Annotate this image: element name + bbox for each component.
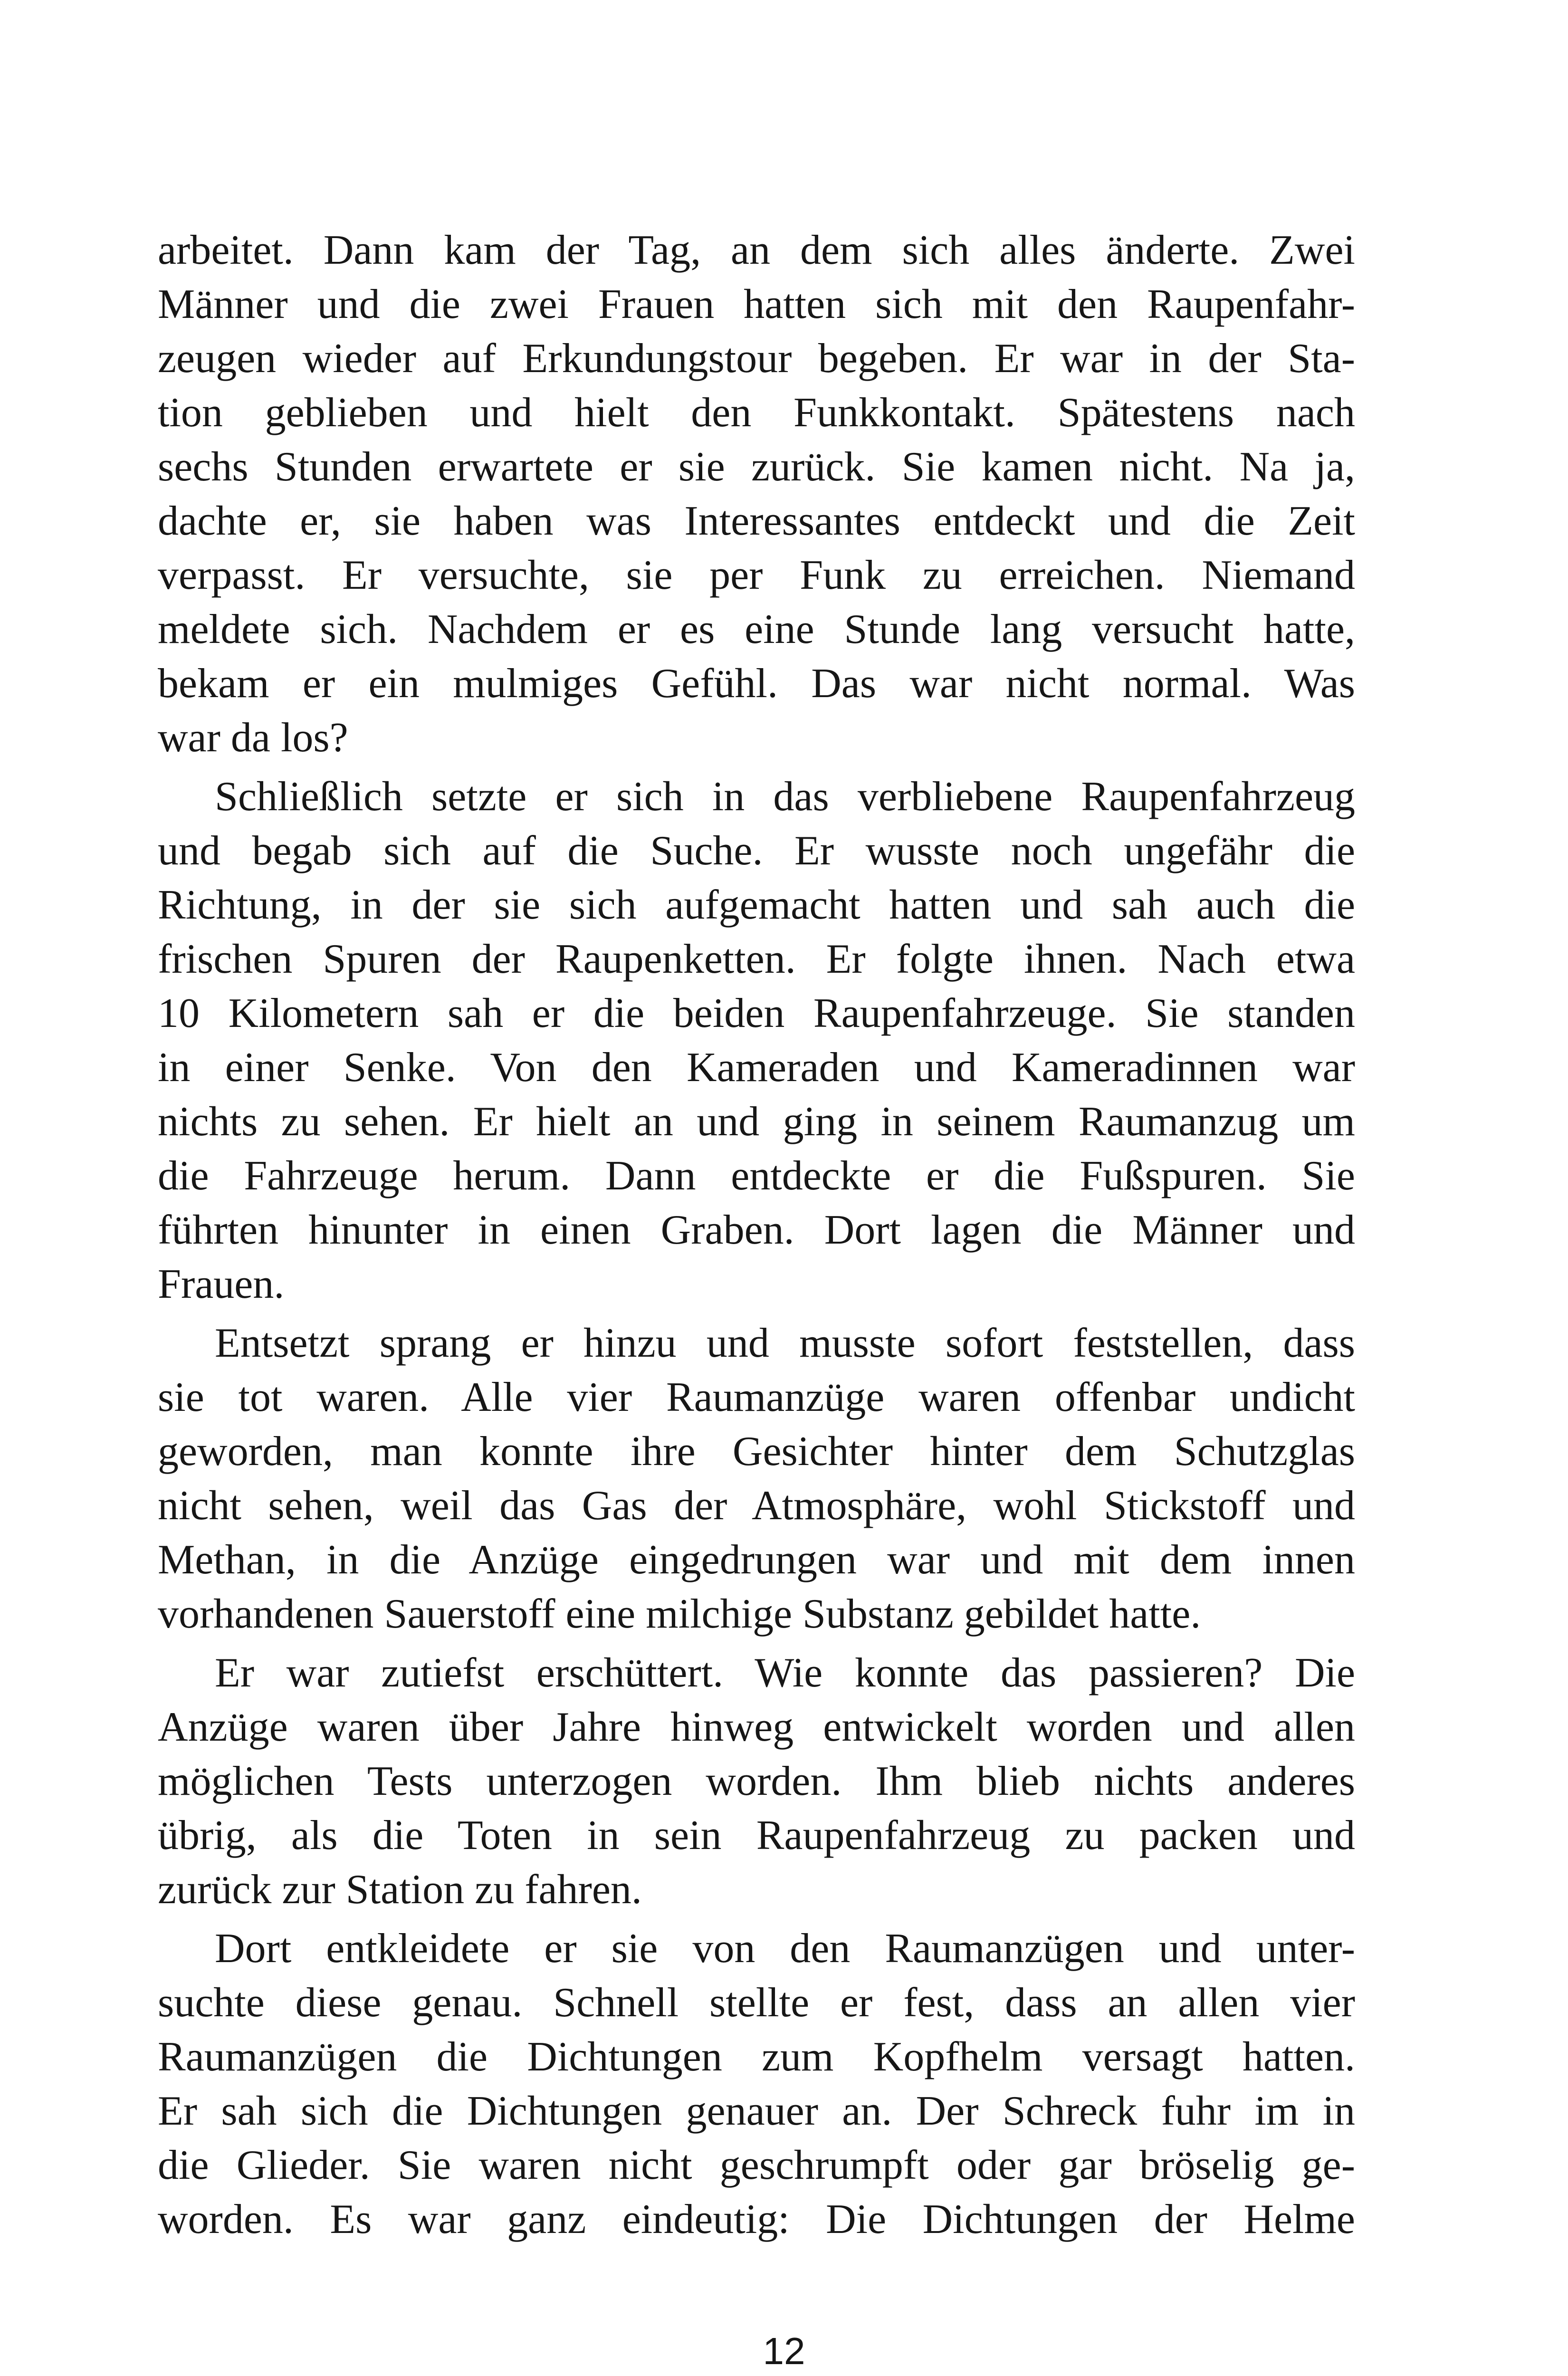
text-line: geworden, man konnte ihre Gesichter hinter dem Schutzglas xyxy=(158,1428,1355,1475)
text-line: Er war zutiefst erschüttert. Wie konnte das passieren? Die xyxy=(215,1650,1355,1696)
text-line: zurück zur Station zu fahren. xyxy=(158,1867,642,1913)
text-line: Entsetzt sprang er hinzu und musste sofort feststellen, dass xyxy=(215,1320,1355,1366)
text-line: Er sah sich die Dichtungen genauer an. Der Schreck fuhr im in xyxy=(158,2088,1355,2134)
text-line: Schließlich setzte er sich in das verbliebene Raupenfahrzeug xyxy=(215,774,1355,820)
text-line: 10 Kilometern sah er die beiden Raupenfahrzeuge. Sie standen xyxy=(158,990,1355,1036)
text-line: Raumanzügen die Dichtungen zum Kopfhelm versagt hatten. xyxy=(158,2034,1355,2080)
text-line: Dort entkleidete er sie von den Raumanzügen und unter- xyxy=(215,1926,1355,1972)
text-line: suchte diese genau. Schnell stellte er fest, dass an allen vier xyxy=(158,1980,1355,2026)
text-line: war da los? xyxy=(158,715,348,761)
text-line: Männer und die zwei Frauen hatten sich mit den Raupenfahr- xyxy=(158,281,1355,327)
text-line: tion geblieben und hielt den Funkkontakt. Spätestens nach xyxy=(158,390,1355,436)
text-line: in einer Senke. Von den Kameraden und Kameradinnen war xyxy=(158,1044,1355,1091)
paragraph xyxy=(158,223,1355,765)
text-line: worden. Es war ganz eindeutig: Die Dichtungen der Helme xyxy=(158,2196,1355,2242)
text-line: Anzüge waren über Jahre hinweg entwickelt worden und allen xyxy=(158,1704,1355,1750)
body-text xyxy=(158,223,1355,2247)
text-line: die Fahrzeuge herum. Dann entdeckte er die Fußspuren. Sie xyxy=(158,1153,1355,1199)
text-line: vorhandenen Sauerstoff eine milchige Substanz gebildet hatte. xyxy=(158,1591,1201,1637)
paragraph xyxy=(158,1646,1355,1917)
text-line: frischen Spuren der Raupenketten. Er folgte ihnen. Nach etwa xyxy=(158,936,1355,982)
text-line: arbeitet. Dann kam der Tag, an dem sich alles änderte. Zwei xyxy=(158,227,1355,273)
text-line: bekam er ein mulmiges Gefühl. Das war nicht normal. Was xyxy=(158,661,1355,707)
paragraph xyxy=(158,1316,1355,1641)
text-line: Richtung, in der sie sich aufgemacht hatten und sah auch die xyxy=(158,882,1355,928)
text-line: führten hinunter in einen Graben. Dort lagen die Männer und xyxy=(158,1207,1355,1253)
text-line: dachte er, sie haben was Interessantes entdeckt und die Zeit xyxy=(158,498,1355,544)
text-line: die Glieder. Sie waren nicht geschrumpft oder gar bröselig ge- xyxy=(158,2142,1355,2188)
paragraph xyxy=(158,770,1355,1312)
text-line: Frauen. xyxy=(158,1261,285,1307)
text-line: nicht sehen, weil das Gas der Atmosphäre, wohl Stickstoff und xyxy=(158,1483,1355,1529)
text-line: verpasst. Er versuchte, sie per Funk zu erreichen. Niemand xyxy=(158,552,1355,598)
text-line: übrig, als die Toten in sein Raupenfahrzeug zu packen und xyxy=(158,1812,1355,1859)
text-line: sie tot waren. Alle vier Raumanzüge waren offenbar undicht xyxy=(158,1374,1355,1420)
text-line: Methan, in die Anzüge eingedrungen war und mit dem innen xyxy=(158,1537,1355,1583)
page-number: 12 xyxy=(763,2330,805,2372)
paragraph xyxy=(158,1922,1355,2247)
text-line: nichts zu sehen. Er hielt an und ging in seinem Raumanzug um xyxy=(158,1099,1355,1145)
text-line: sechs Stunden erwartete er sie zurück. Sie kamen nicht. Na ja, xyxy=(158,444,1355,490)
text-line: zeugen wieder auf Erkundungstour begeben. Er war in der Sta- xyxy=(158,335,1355,382)
text-line: möglichen Tests unterzogen worden. Ihm blieb nichts anderes xyxy=(158,1758,1355,1804)
text-line: meldete sich. Nachdem er es eine Stunde lang versucht hatte, xyxy=(158,606,1355,652)
text-line: und begab sich auf die Suche. Er wusste noch ungefähr die xyxy=(158,828,1355,874)
